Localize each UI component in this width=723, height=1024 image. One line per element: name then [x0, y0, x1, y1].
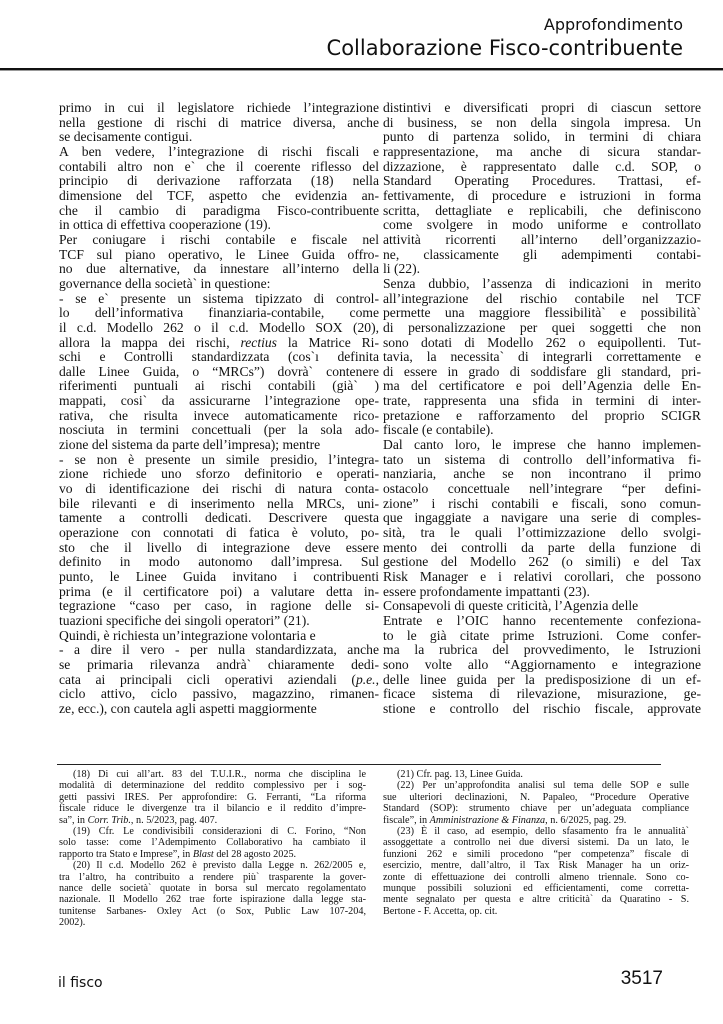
text-line: ne, classicamente gli adempimenti contabi-	[383, 246, 701, 262]
text-line: no due alternative, da innestare all’interno della	[59, 261, 379, 277]
text-line: zione richiede uno sforzo definitorio e operati-	[59, 466, 379, 482]
text-line: A ben vedere, l’integrazione di rischi fiscali e	[59, 143, 379, 159]
text-line: gestione del Modello 262 (o simili) e del Tax	[383, 554, 701, 570]
text-line: sità, tra le quali l’ottimizzazione dello svolgi-	[383, 525, 701, 541]
text-line: primo in cui il legislatore richiede l’integrazione	[59, 100, 379, 115]
text-line: sono volte allo “Aggiornamento e integrazione	[383, 656, 701, 672]
text-line: tamente a controlli dedicati. Descrivere questa	[59, 510, 379, 526]
paragraph	[383, 438, 701, 599]
text-line: tuazioni specifiche dei singoli operatori” (21).	[59, 612, 310, 628]
text-line: mento dei controlli da parte della funzione di	[383, 539, 701, 555]
text-line: rativa, che risulta invece automaticamente rico-	[59, 407, 379, 423]
text-line: Senza dubbio, l’assenza di indicazioni in merito	[383, 275, 701, 291]
text-line: distintivi e diversificati propri di ciascun settore	[383, 100, 701, 115]
page-number: 3517	[620, 968, 663, 989]
text-line: - a dire il vero - per nulla standardizzata, anche	[59, 642, 379, 658]
text-line: punto, le Linee Guida invitano i contribuenti	[59, 569, 379, 584]
text-line: delle linee guida per la predisposizione di un ef-	[383, 671, 701, 687]
footnote-line: Bertone - F. Accetta, op. cit.	[383, 905, 498, 917]
text-line: - se e` presente un sistema tipizzato di control-	[59, 290, 379, 306]
footnote-line: tunitense Sarbanes- Oxley Act (o Sox, Public Law 107-204,	[59, 905, 366, 917]
footnote-line: esercizio, mentre, dall’altro, il Tax Risk Manager ha un oriz-	[383, 860, 689, 872]
footnote-line: (20) Il c.d. Modello 262 è previsto dalla Legge n. 262/2005 e,	[73, 860, 366, 872]
footnote	[59, 860, 366, 928]
text-line: Per coniugare i rischi contabile e fiscale nel	[59, 231, 379, 247]
text-line: zione” i rischi contabili e fiscali, sono comun-	[383, 495, 701, 511]
section-label: Approfondimento	[543, 15, 683, 34]
text-line: Standard Operating Procedures. Trattasi, ef-	[383, 173, 701, 189]
paragraph	[383, 277, 701, 438]
text-line: governance della società` in questione:	[59, 275, 271, 291]
footnote-line: nance delle società` quotate in borsa sul mercato regolamentato	[59, 883, 366, 895]
text-line: principio di derivazione rafforzata (18) nella	[59, 173, 379, 189]
footnote-line: solo tasse: come l’Adempimento Collaborativo ha cambiato il	[59, 837, 366, 849]
footnote-line: fiscale”, in Amministrazione & Finanza, n. 6/2025, pag. 29.	[383, 814, 627, 826]
text-line: di essere in grado di soddisfare gli standard, pri-	[383, 363, 701, 379]
text-line: ostacolo concettuale nell’integrare “per defini-	[383, 481, 701, 497]
footnote	[383, 780, 689, 826]
text-line: se decisamente contigui.	[59, 129, 193, 145]
footnote-line: fiscale riduce le divergenze tra il bilancio e il reddito d’impre-	[59, 803, 366, 815]
text-line: definito in modo autonomo dall’impresa. Sul	[59, 554, 379, 570]
text-line: prima (e il certificatore poi) a valutare detta in-	[59, 583, 379, 599]
text-line: stione e controllo del rischio fiscale, approvate	[383, 700, 701, 716]
running-title: Collaborazione Fisco-contribuente	[326, 36, 683, 60]
text-line: que ingaggiate a navigare una serie di comples-	[383, 510, 701, 526]
footnote-line: mente segnalato per questa e altre criticità` da Quaratino - S.	[383, 894, 689, 906]
paragraph	[383, 599, 701, 614]
text-line: di business, se non della singola impresa. Un	[383, 114, 701, 130]
text-line: - se non è presente un simile presidio, l’integra-	[59, 451, 379, 467]
footnote-line: (19) Cfr. Le condivisibili considerazioni di C. Forino, “Non	[73, 826, 366, 838]
footnote	[59, 826, 366, 860]
text-line: Entrate e l’OIC hanno recentemente confeziona-	[383, 612, 701, 628]
footnote-line: sue ulteriori declinazioni, N. Papaleo, “Procedure Operative	[383, 791, 689, 803]
footnote-line: getti passivi IRES. Per approfondire: G. Ferranti, “La riforma	[59, 791, 366, 803]
text-line: Quindi, è richiesta un’integrazione volontaria e	[59, 627, 316, 643]
text-line: attività ricorrenti all’interno dell’organizzazio-	[383, 231, 701, 247]
text-line: ze, ecc.), con cautela agli aspetti maggiormente	[59, 700, 317, 716]
footnote-line: munque possibili soluzioni ed efficientamenti, come corretta-	[383, 883, 689, 895]
footnote-line: zonte di effettuazione dei controlli almeno triennale. Sono co-	[383, 871, 689, 883]
text-line: nosciuta in termini concettuali (per la sola ado-	[59, 422, 379, 438]
text-line: contabili altro non e` che il coerente riflesso del	[59, 158, 379, 174]
body-column-right	[383, 101, 701, 717]
text-line: fettivamente, di procedure e istruzioni in forma	[383, 187, 701, 203]
footnote-line: nazionale. Il Modello 262 trae forte ispirazione dalla legge sta-	[59, 894, 366, 906]
text-line: li (22).	[383, 261, 420, 277]
text-line: schi e Controlli standardizzata (cos`ı definita	[59, 349, 379, 365]
text-line: tavia, la necessita` di integrarli correttamente e	[383, 349, 701, 365]
footnote-line: assoggettate a controllo nei due diversi sistemi. Da un lato, le	[383, 837, 689, 849]
paragraph	[59, 292, 379, 453]
footnotes-column-left	[59, 769, 366, 929]
paragraph	[59, 233, 379, 292]
footnote-line: rapporto tra Stato e Imprese”, in Blast del 28 agosto 2025.	[59, 848, 297, 860]
text-line: tegrazione “caso per caso, in ragione delle si-	[59, 598, 379, 614]
text-line: ma del certificatore e poi dell’Agenzia delle En-	[383, 378, 701, 394]
text-line: nella gestione di rischi di matrice diversa, anche	[59, 114, 379, 130]
footnote-line: funzioni 262 e simili procedono “per competenza” fiscale di	[383, 848, 689, 860]
text-line: sto che il livello di integrazione deve essere	[59, 539, 379, 555]
footnote-separator	[57, 764, 661, 765]
text-line: tato un sistema di controllo dell’informativa fi-	[383, 451, 701, 467]
paragraph	[383, 101, 701, 277]
text-line: Dal canto loro, le imprese che hanno implemen-	[383, 437, 701, 453]
text-line: fiscale (e contabile).	[383, 422, 494, 438]
footnote-line: Standard (SOP): strumento chiave per un’adeguata compliance	[383, 803, 689, 815]
text-line: se primaria rilevanza andrà` chiaramente dedi-	[59, 656, 379, 672]
header-rule-shadow	[0, 70, 723, 71]
text-line: TCF sul piano operativo, le Linee Guida offro-	[59, 246, 379, 262]
paragraph	[59, 453, 379, 629]
text-line: essere profondamente impattanti (23).	[383, 583, 590, 599]
text-line: nanziaria, anche se non incontrano il primo	[383, 466, 701, 482]
text-line: all’integrazione del rischio contabile nel TCF	[383, 290, 701, 306]
text-line: il c.d. Modello 262 o il c.d. Modello SOX (20),	[59, 319, 379, 335]
footnote	[59, 769, 366, 826]
text-line: di personalizzazione per quei soggetti che non	[383, 319, 701, 335]
text-line: Consapevoli di queste criticità, l’Agenzia delle	[383, 598, 639, 614]
footnote	[383, 769, 689, 780]
page-header	[0, 0, 723, 72]
paragraph	[59, 643, 379, 716]
paragraph	[59, 101, 379, 145]
footnotes-column-right	[383, 769, 689, 917]
text-line: permette una maggiore flessibilità` e possibilità`	[383, 305, 701, 321]
text-line: pretazione e rafforzamento del proprio SCIGR	[383, 407, 701, 423]
footnote	[383, 826, 689, 917]
text-line: rappresentazione, ma anche di sicura standar-	[383, 143, 701, 159]
footnote-line: (18) Di cui all’art. 83 del T.U.I.R., norma che disciplina le	[73, 769, 366, 780]
footnote-line: (23) È il caso, ad esempio, dello sfasamento fra le annualità`	[397, 826, 689, 838]
paragraph	[59, 629, 379, 644]
text-line: vo di identificazione dei rischi di natura conta-	[59, 481, 379, 497]
text-line: dimensione del TCF, aspetto che evidenzia an-	[59, 187, 379, 203]
text-line: operazione con connotati di fatica è voluto, po-	[59, 525, 379, 541]
footnote-line: (22) Per un’approfondita analisi sul tema delle SOP e sulle	[397, 780, 689, 792]
text-line: ciclo attivo, ciclo passivo, magazzino, rimanen-	[59, 686, 379, 702]
footnote-line: sa”, in Corr. Trib., n. 5/2023, pag. 407.	[59, 814, 218, 826]
text-line: lo dell’informativa finanziaria-contabile, come	[59, 305, 379, 321]
text-line: come svolgere in modo uniforme e controllato	[383, 217, 701, 233]
text-line: bile rilevanti e di inserimento nella MRCs, uni-	[59, 495, 379, 511]
text-line: riferimenti puntuali ai rischi contabili (già` )	[59, 378, 379, 394]
text-line: cata ai principali cicli operativi aziendali (p.e.,	[59, 671, 379, 687]
text-line: Risk Manager e i relativi corollari, che possono	[383, 569, 701, 584]
paragraph	[59, 145, 379, 233]
text-line: scritta, dettagliate e replicabili, che definiscono	[383, 202, 701, 218]
text-line: dalle Linee Guida, o “MRCs”) dovrà` contenere	[59, 363, 379, 379]
footnote-line: modalità di determinazione del reddito complessivo per i sog-	[59, 780, 366, 792]
text-line: allora la mappa dei rischi, rectius la Matrice Ri-	[59, 334, 379, 350]
text-line: to le già citate prime Istruzioni. Come confer-	[383, 627, 701, 643]
footnote-line: tra l’altro, ha contribuito a rendere più` trasparente la gover-	[59, 871, 366, 883]
publication-name: il fisco	[58, 975, 103, 991]
text-line: sono dotati di Modello 262 o equipollenti. Tut-	[383, 334, 701, 350]
text-line: zione del sistema da parte dell’impresa); mentre	[59, 437, 321, 453]
text-line: mappati, cosi` da assicurarne l’integrazione ope-	[59, 393, 379, 409]
body-column-left	[59, 101, 379, 717]
text-line: ma la rubrica del provvedimento, le Istruzioni	[383, 642, 701, 658]
footnote-line: 2002).	[59, 917, 86, 929]
text-line: ficace sistema di rilevazione, misurazione, ge-	[383, 686, 701, 702]
text-line: punto di partenza solido, in termini di chiara	[383, 129, 701, 145]
text-line: trate, rappresenta una sfida in termini di inter-	[383, 393, 701, 409]
paragraph	[383, 614, 701, 717]
text-line: che il cambio di paradigma Fisco-contribuente	[59, 202, 379, 218]
text-line: in ottica di effettiva cooperazione (19).	[59, 217, 271, 233]
text-line: dizzazione, è rappresentato dalle c.d. SOP, o	[383, 158, 701, 174]
footnote-line: (21) Cfr. pag. 13, Linee Guida.	[397, 769, 523, 780]
